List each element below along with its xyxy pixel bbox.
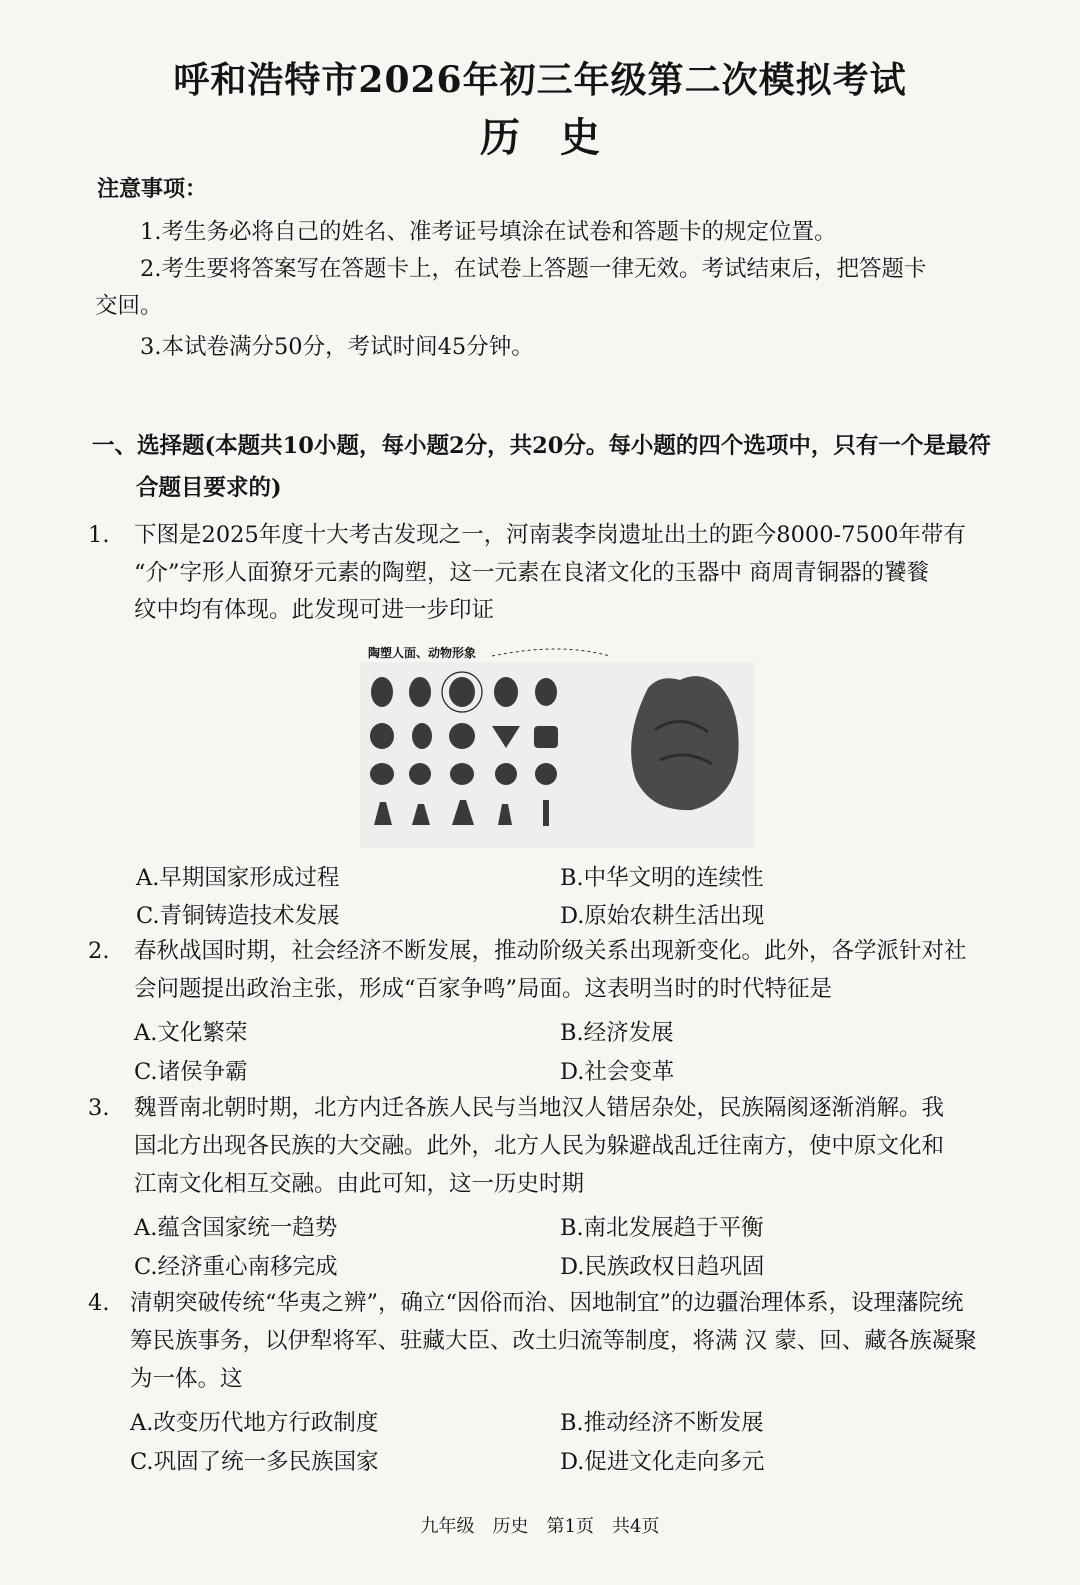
question-text: 春秋战国时期，社会经济不断发展，推动阶级关系出现新变化。此外，各学派针对社 [134,938,967,964]
question-text: 筹民族事务，以伊犁将军、驻藏大臣、改土归流等制度，将满 汉 蒙、回、藏各族凝聚 [130,1328,977,1354]
notice-item: 交回。 [95,293,163,319]
question-number: 3. [88,1095,110,1121]
option-a: A.文化繁荣 [134,1020,248,1046]
notice-item: 3.本试卷满分50分，考试时间45分钟。 [140,334,534,360]
option-a: A.改变历代地方行政制度 [130,1410,379,1436]
artifact-photo-image [360,640,755,848]
option-d: D.原始农耕生活出现 [560,903,765,929]
notice-item: 1.考生务必将自己的姓名、准考证号填涂在试卷和答题卡的规定位置。 [140,219,837,245]
option-a: A.蕴含国家统一趋势 [134,1215,338,1241]
option-b: B.经济发展 [560,1020,674,1046]
question-text: 为一体。这 [130,1366,243,1392]
section-heading: 一、选择题(本题共10小题，每小题2分，共20分。每小题的四个选项中，只有一个是最符 [92,433,991,459]
question-text: 江南文化相互交融。由此可知，这一历史时期 [134,1171,585,1197]
question-text: 纹中均有体现。此发现可进一步印证 [134,597,495,623]
option-c: C.经济重心南移完成 [134,1254,338,1280]
option-c: C.青铜铸造技术发展 [136,903,340,929]
question-text: 清朝突破传统“华夷之辨”，确立“因俗而治、因地制宜”的边疆治理体系，设理藩院统 [130,1290,964,1316]
notice-item: 2.考生要将答案写在答题卡上，在试卷上答题一律无效。考试结束后，把答题卡 [140,256,927,282]
option-c: C.诸侯争霸 [134,1059,248,1085]
question-text: 魏晋南北朝时期，北方内迁各族人民与当地汉人错居杂处，民族隔阂逐渐消解。我 [134,1095,945,1121]
question-number: 1. [88,522,110,548]
question-text: 会问题提出政治主张，形成“百家争鸣”局面。这表明当时的时代特征是 [134,976,833,1002]
option-d: D.社会变革 [560,1059,675,1085]
option-b: B.推动经济不断发展 [560,1410,764,1436]
option-a: A.早期国家形成过程 [136,865,340,891]
question-text: “介”字形人面獠牙元素的陶塑，这一元素在良渚文化的玉器中 商周青铜器的饕餮 [134,560,930,586]
question-text: 国北方出现各民族的大交融。此外，北方人民为躲避战乱迁往南方，使中原文化和 [134,1133,945,1159]
question-number: 4. [88,1290,110,1316]
option-c: C.巩固了统一多民族国家 [130,1449,379,1475]
option-d: D.民族政权日趋巩固 [560,1254,765,1280]
section-heading-cont: 合题目要求的) [136,475,282,501]
artifact-photo [360,640,755,848]
page-footer: 九年级 历史 第1页 共4页 [420,1516,660,1537]
subject-title: 历史 [480,114,640,161]
notice-heading: 注意事项： [97,176,208,202]
question-number: 2. [88,938,110,964]
option-b: B.中华文明的连续性 [560,865,764,891]
option-d: D.促进文化走向多元 [560,1449,765,1475]
figure-caption: 陶塑人面、动物形象 [368,646,477,660]
option-b: B.南北发展趋于平衡 [560,1215,764,1241]
question-text: 下图是2025年度十大考古发现之一，河南裴李岗遗址出土的距今8000-7500年带有 [134,522,966,548]
exam-title: 呼和浩特市2026年初三年级第二次模拟考试 [173,59,907,101]
